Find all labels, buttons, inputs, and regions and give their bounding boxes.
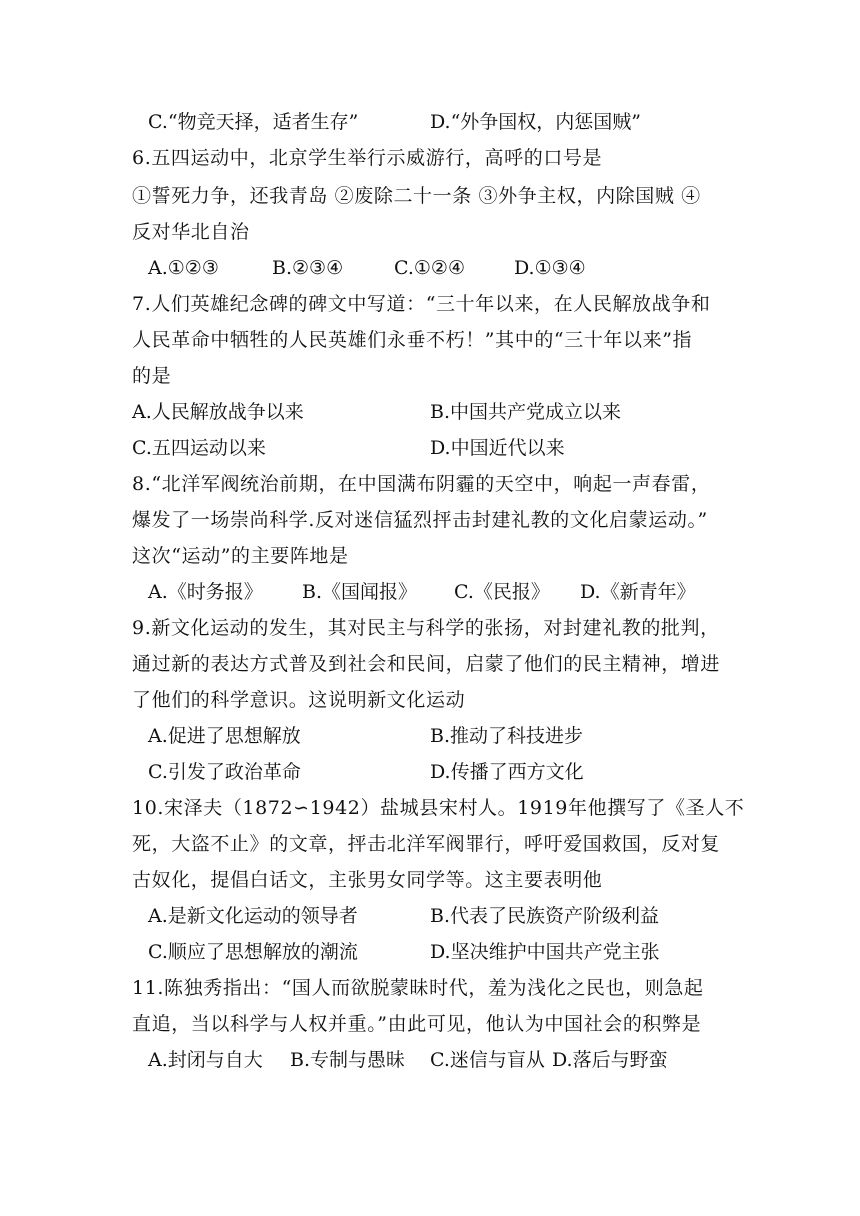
q9-stem: 9.新文化运动的发生，其对民主与科学的张扬，对封建礼教的批判，: [132, 617, 720, 639]
q10-line2: 死，大盗不止》的文章，抨击北洋军阀罪行，呼吁爱国救国，反对复: [132, 833, 721, 855]
q10-line3: 古奴化，提倡白话文，主张男女同学等。这主要表明他: [132, 869, 603, 891]
q10-option-d: D.坚决维护中国共产党主张: [430, 941, 660, 963]
q8-line3: 这次“运动”的主要阵地是: [132, 545, 349, 567]
q6-line3: 反对华北自治: [132, 221, 250, 243]
q9-option-d: D.传播了西方文化: [430, 761, 584, 783]
q7-option-a: A.人民解放战争以来: [132, 401, 304, 423]
q10-stem: 10.宋泽夫（1872∽1942）盐城县宋村人。1919年他撰写了《圣人不: [132, 797, 745, 819]
q8-option-a: A.《时务报》: [148, 581, 263, 603]
q5-option-c: C.“物竞天择，适者生存”: [148, 111, 359, 133]
q11-option-b: B.专制与愚昧: [290, 1049, 406, 1071]
q10-option-b: B.代表了民族资产阶级利益: [430, 905, 660, 927]
q7-option-d: D.中国近代以来: [430, 437, 565, 459]
q11-option-a: A.封闭与自大: [148, 1049, 263, 1071]
q8-line2: 爆发了一场崇尚科学.反对迷信猛烈抨击封建礼教的文化启蒙运动。”: [132, 509, 708, 531]
q8-option-d: D.《新青年》: [580, 581, 696, 603]
q7-option-b: B.中国共产党成立以来: [430, 401, 622, 423]
q6-option-a: A.①②③: [148, 257, 219, 279]
q6-option-b: B.②③④: [272, 257, 344, 279]
q8-stem: 8.“北洋军阀统治前期，在中国满布阴霾的天空中，响起一声春雷，: [132, 473, 711, 495]
q6-option-d: D.①③④: [514, 257, 586, 279]
q7-stem: 7.人们英雄纪念碑的碑文中写道：“三十年以来，在人民解放战争和: [132, 293, 711, 315]
q9-line3: 了他们的科学意识。这说明新文化运动: [132, 689, 466, 711]
q11-line2: 直追，当以科学与人权并重。”由此可见，他认为中国社会的积弊是: [132, 1013, 702, 1035]
q7-option-c: C.五四运动以来: [132, 437, 266, 459]
q11-option-c: C.迷信与盲从: [430, 1049, 545, 1071]
q5-option-d: D.“外争国权，内惩国贼”: [430, 111, 642, 133]
q9-option-c: C.引发了政治革命: [148, 761, 301, 783]
q6-stem: 6.五四运动中，北京学生举行示威游行，高呼的口号是: [132, 147, 603, 169]
q9-option-a: A.促进了思想解放: [148, 725, 301, 747]
q11-option-d: D.落后与野蛮: [552, 1049, 668, 1071]
q9-line2: 通过新的表达方式普及到社会和民间，启蒙了他们的民主精神，增进: [132, 653, 721, 675]
q10-option-c: C.顺应了思想解放的潮流: [148, 941, 358, 963]
q8-option-b: B.《国闻报》: [302, 581, 418, 603]
q10-option-a: A.是新文化运动的领导者: [148, 905, 358, 927]
q7-line2: 人民革命中牺牲的人民英雄们永垂不朽！”其中的“三十年以来”指: [132, 329, 693, 351]
q8-option-c: C.《民报》: [454, 581, 550, 603]
q6-option-c: C.①②④: [394, 257, 465, 279]
q6-line2: ①誓死力争，还我青岛 ②废除二十一条 ③外争主权，内除国贼 ④: [132, 185, 701, 207]
q11-stem: 11.陈独秀指出：“国人而欲脱蒙昧时代，羞为浅化之民也，则急起: [132, 977, 704, 999]
q7-line3: 的是: [132, 365, 172, 387]
q9-option-b: B.推动了科技进步: [430, 725, 584, 747]
